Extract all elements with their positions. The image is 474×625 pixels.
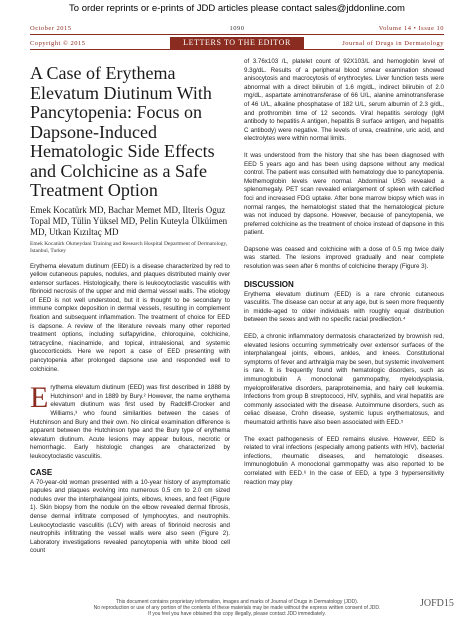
history-paragraph: It was understood from the history that she has been diagnosed with EED 5 years ago and has been using dapsone without any medical control. The patient was consulted with hematology due to pancytopenia. Methemoglobin levels were normal. Abdominal USG revealed a splenomegaly. PET scan revealed enlargement of spleen with calcified foci and increased FDG uptake. After bone marrow biopsy which was in normal ranges, the hematologist stated that the hematological picture was not induced by dapsone. However, because of pancytopenia, we preferred colchicine as the treatment of choice instead of dapsone in this patient. [244,151,444,237]
header-volume: Volume 14 • Issue 10 [378,25,444,32]
footer-line-2: No reproduction or use of any portion of the contents of these materials may be made without the express written consent of JDD. [93,605,381,611]
intro-text: rythema elevatum diutinum (EED) was first described in 1888 by Hutchinson¹ and in 1889 by Bury.² However, the name erythema elevatum diutinum was first used by Radcliff-Crocker and Williams,³ who found similarities between the cases of Hutchinson and Bury and their own. No clinical examination difference is apparent between the Hutchinson type and the Bury type of erythema elevatum diutinum. Acute lesions may appear bullous, necrotic or hemorrhagic. Early histologic changes are characterized by leukocytoclastic vasculitis. [30,384,230,460]
right-column [244,58,444,495]
footer-line-1: This document contains proprietary information, images and marks of Journal of Drugs in Dermatology (JDD). [115,599,359,605]
article-affiliation: Emek Kocatürk Okmeydani Training and Research Hospital Department of Dermatology, Istanbul, Turkey [30,240,228,254]
intro-paragraph [30,381,230,461]
header-page: 1090 [229,25,245,32]
article-authors: Emek Kocatürk MD, Bachar Memet MD, Ilteris Oguz Topal MD, Tülin Yüksel MD, Pelin Kuteyla Ülküimen MD, Utkan Kızıltaç MD [30,204,228,237]
treatment-paragraph: Dapsone was ceased and colchicine with a dose of 0.5 mg twice daily was started. The lesions improved gradually and near complete resolution was seen after 6 months of colchicine therapy (Figure 3). [244,245,444,271]
drop-cap: E [30,381,49,415]
header-rule-2 [30,49,444,50]
article-abstract: Erythema elevatum diutinum (EED) is a disease characterized by red to yellow cutaneous papules, nodules, and plaques distributed mainly over extensor surfaces. Histologically, there is leukocytoclastic vasculitis with fibrinoid necrosis of the upper and mid dermal vessel walls. The etiology of EED is not well understood, but it is thought to be secondary to immune complex deposition in dermal vessels, resulting in complement fixation and subsequent inflammation. The treatment of choice for EED is dapsone. A review of the literature reveals many other reported treatment options, including sulfapyridine, chloroquine, colchicine, tetracycline, niacinamide, and topical, intralesional, and systemic glucocorticoids. Here we report a case of EED presenting with pancytopenia after prolonged dapsone use and responded well to colchicine. [30,262,230,373]
case-paragraph: A 70-year-old woman presented with a 10-year history of asymptomatic papules and plaques evolving into numerous 0.5 cm to 2.0 cm sized nodules over the interphalangeal joints, elbows, knees, and feet (Figure 1). Skin biopsy from the nodule on the elbow revealed dermal fibrosis, dense dermal infiltrate composed of lymphocytes, and neutrophils. Leukocytoclastic vasculitis (LCV) with areas of fibrinoid necrosis and neutrophils infiltrating the vessel walls were also seen (Figure 2). Laboratory investigations revealed pancytopenia with white blood cell count [30,478,230,555]
footer [30,599,444,617]
section-tag: LETTERS TO THE EDITOR [170,37,304,49]
header-month: October 2015 [30,25,72,32]
discussion-paragraph-2: EED, a chronic inflammatory dermatosis characterized by brownish red, elevated lesions occurring symmetrically over extensor surfaces of the interphalangeal joints, elbows, ankles, and knees. Constitutional symptoms of fever and arthralgia may be seen, but systemic involvement is rare. It is frequently found with hematologic disorders, such as immunoglobulin A monoclonal gammopathy, myelodysplasia, myeloproliferative disorders, paraproteinemia, and hairy cell leukemia. Infections from group B streptococci, HIV, syphilis, and viral hepatitis are commonly associated with the disease. Autoimmune disorders, such as celiac disease, Crohn disease, systemic lupus erythematosus, and rheumatoid arthritis have also been associated with EED.⁵ [244,333,444,426]
reprint-banner: To order reprints or e-prints of JDD articles please contact sales@jddonline.com [69,3,405,14]
page-label: JOFD15 [420,598,454,609]
left-column [30,58,230,556]
header-journal: Journal of Drugs in Dermatology [342,40,444,47]
discussion-paragraph-3: The exact pathogenesis of EED remains elusive. However, EED is related to viral infections (especially among patients with HIV), bacterial infections, rheumatic diseases, and hematologic diseases. Immunoglobulin A monoclonal gammopathy was also reported to be correlated with EED.⁶ In the case of EED, a type 3 hypersensitivity reaction may play [244,435,444,486]
article-title: A Case of Erythema Elevatum Diutinum With Pancytopenia: Focus on Dapsone-Induced Hematologic Side Effects and Colchicine as a Safe Treatment Option [30,63,215,200]
header-copyright: Copyright © 2015 [30,40,86,47]
footer-line-3: If you feel you have obtained this copy illegally, please contact JDD immediately. [148,611,326,617]
discussion-paragraph-1: Erythema elevatum diutinum (EED) is a rare chronic cutaneous vasculitis. The disease can occur at any age, but is seen more frequently in middle-aged to older individuals with roughly equal distribution between the sexes and with no specific racial predilection.⁴ [244,290,444,324]
discussion-heading: DISCUSSION [244,279,294,289]
lab-results-paragraph: of 3.76x103 /L, platelet count of 92X103/L and hemoglobin level of 9.3g/dL. Results of a peripheral blood smear examination showed anisocytosis and macrocytosis of erythrocytes. Liver function tests were abnormal with a direct bilirubin of 1.6 mg/dL, indirect bilirubin of 2.0 mg/dL, aspartate aminotransferase of 66 U/L, alanine aminotransferase of 46 U/L, alkaline phosphatase of 182 U/L, serum albumin of 2.3 g/dL, and prothrombin time of 12 seconds. Viral hepatitis serology (IgM antibody to hepatitis A antigen, hepatitis B surface antigen, and hepatitis C antibody) were negative. The levels of urea, creatinine, uric acid, and electrolytes were within normal limits. [244,58,444,143]
header-rule [30,34,444,35]
case-heading: CASE [30,467,53,477]
